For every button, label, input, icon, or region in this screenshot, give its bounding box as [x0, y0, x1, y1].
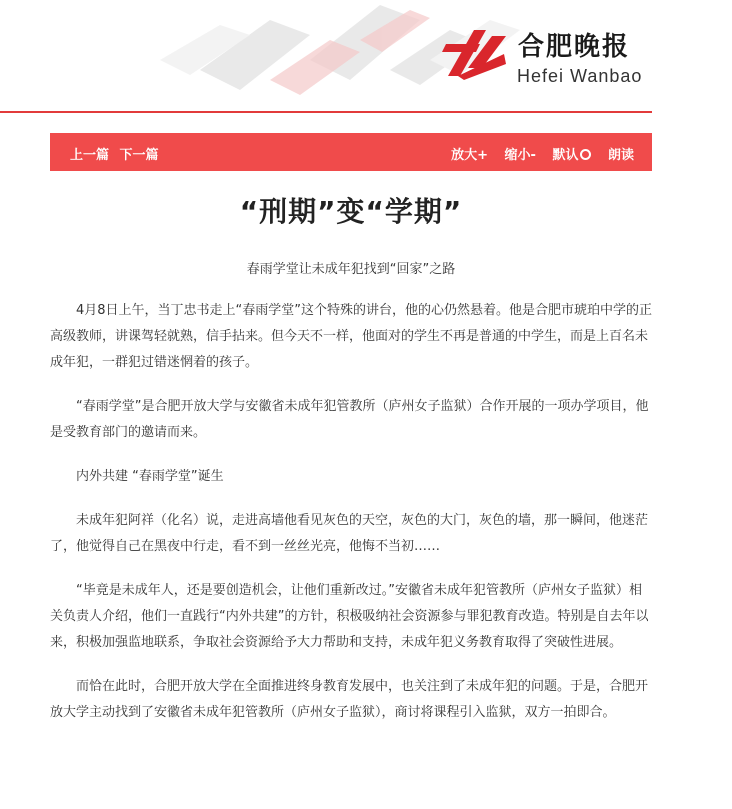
article-subtitle: 春雨学堂让未成年犯找到“回家”之路 — [246, 262, 456, 277]
article-paragraph: 4月8日上午，当丁忠书走上“春雨学堂”这个特殊的讲台，他的心仍然悬着。他是合肥市琥珀中学的正高级教师，讲课驾轻就熟，信手拈来。但今天不一样，他面对的学生不再是普通的中学生，而是上百名未成年犯，一群犯过错迷惘着的孩子。 — [50, 303, 653, 370]
article-paragraph: 而恰在此时，合肥开放大学在全面推进终身教育发展中，也关注到了未成年犯的问题。于是，合肥开放大学主动找到了安徽省未成年犯管教所（庐州女子监狱），商讨将课程引入监狱，双方一拍即合。 — [50, 679, 649, 720]
header-divider — [0, 111, 652, 113]
article-title: “刑期”变“学期” — [239, 195, 463, 228]
article-toolbar — [50, 133, 652, 171]
section-heading: 内外共建 “春雨学堂”诞生 — [76, 469, 224, 484]
article-paragraph: 未成年犯阿祥（化名）说，走进高墙他看见灰色的天空，灰色的大门，灰色的墙，那一瞬间，他迷茫了，他觉得自己在黑夜中行走，看不到一丝丝光亮，他悔不当初…… — [50, 513, 649, 554]
reading-controls — [439, 144, 634, 163]
zoom-in-button[interactable]: 放大+ — [451, 148, 488, 163]
article-nav — [70, 144, 165, 163]
reset-circle-icon — [580, 149, 591, 160]
next-article-link[interactable]: 下一篇 — [119, 148, 159, 163]
default-size-label: 默认 — [552, 148, 579, 163]
read-aloud-button[interactable]: 朗读 — [607, 148, 634, 163]
article-body — [50, 298, 652, 744]
prev-article-link[interactable]: 上一篇 — [70, 148, 110, 163]
article-paragraph: “毕竟是未成年人，还是要创造机会，让他们重新改过。”安徽省未成年犯管教所（庐州女子监狱）相关负责人介绍，他们一直践行“内外共建”的方针，积极吸纳社会资源参与罪犯教育改造。特别是自去年以来，积极加强监地联系，争取社会资源给予大力帮助和支持，未成年犯义务教育取得了突破性进展。 — [50, 583, 649, 650]
zoom-out-button[interactable]: 缩小- — [504, 148, 536, 163]
logo-english-text: Hefei Wanbao — [517, 66, 643, 86]
default-size-button[interactable] — [552, 148, 591, 163]
article-paragraph: “春雨学堂”是合肥开放大学与安徽省未成年犯管教所（庐州女子监狱）合作开展的一项办学项目，他是受教育部门的邀请而来。 — [50, 399, 649, 440]
logo-chinese-text: 合肥晚报 — [518, 32, 631, 62]
masthead — [0, 0, 732, 112]
newspaper-logo-icon — [440, 24, 512, 82]
